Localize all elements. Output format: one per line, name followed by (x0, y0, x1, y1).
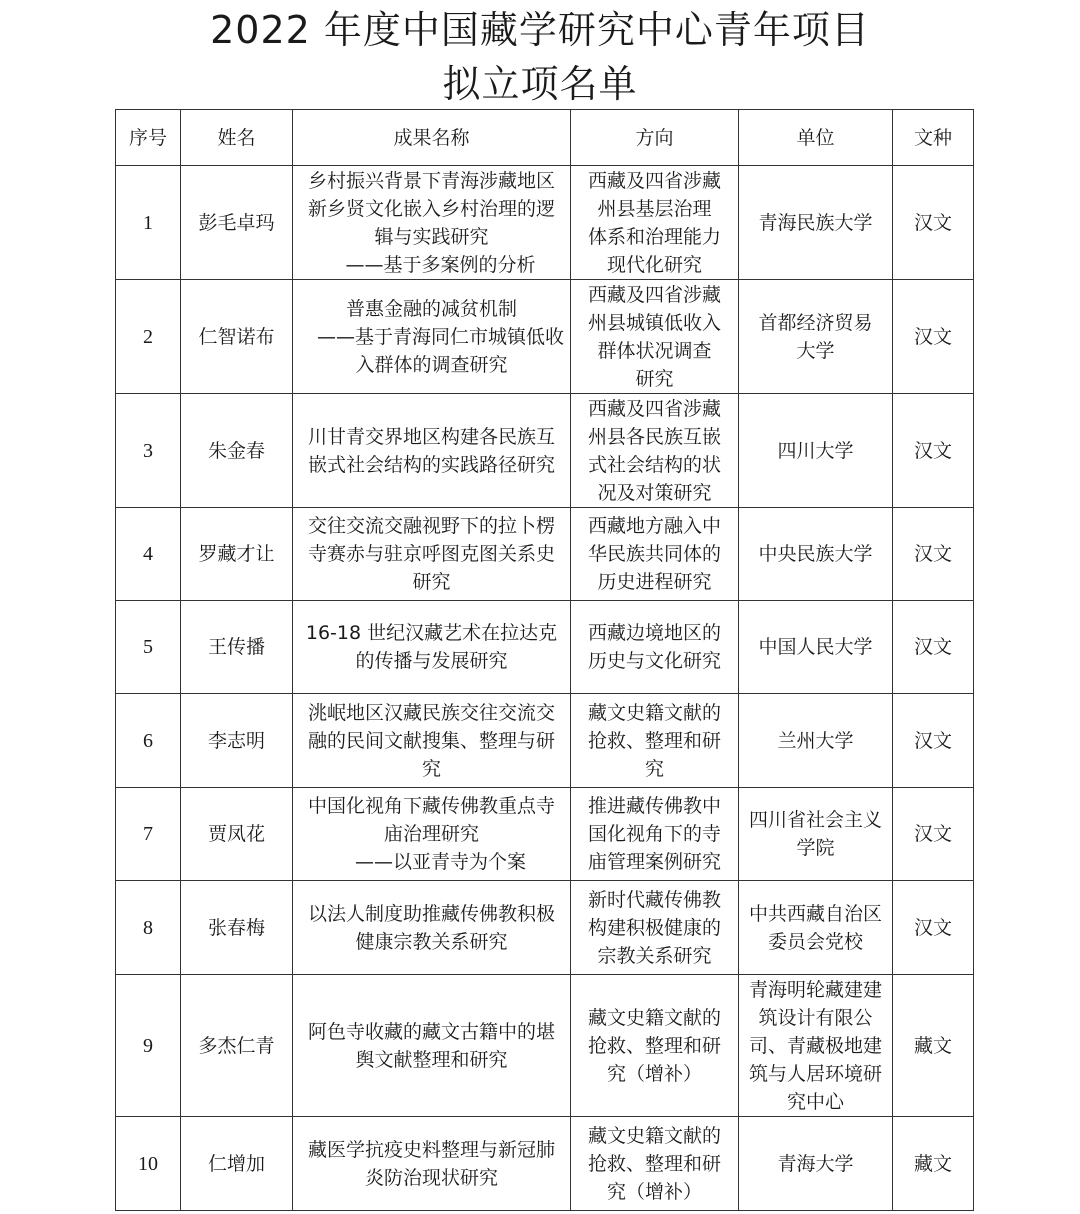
cell-no: 8 (116, 881, 181, 975)
cell-lang: 汉文 (893, 394, 974, 508)
direction-line: 推进藏传佛教中 (588, 795, 722, 817)
work-line: 普惠金融的减贫机制 (346, 297, 518, 320)
direction-line: 州县各民族互嵌 (588, 425, 722, 448)
work-line: 交往交流交融视野下的拉卜楞 (308, 515, 556, 537)
cell-direction (571, 788, 739, 881)
direction-line: 庙管理案例研究 (588, 851, 722, 873)
direction-line: 藏文史籍文献的 (588, 701, 722, 724)
direction-line: 现代化研究 (607, 253, 703, 276)
cell-work (293, 881, 571, 975)
cell-unit (739, 508, 893, 601)
cell-unit (739, 280, 893, 394)
cell-name: 李志明 (181, 694, 293, 788)
direction-line: 藏文史籍文献的 (588, 1006, 722, 1029)
header-lang: 文种 (893, 110, 974, 166)
work-line: 融的民间文献搜集、整理与研 (308, 729, 556, 752)
cell-work (293, 601, 571, 694)
work-line: 的传播与发展研究 (355, 650, 508, 672)
unit-line: 大学 (796, 339, 835, 362)
cell-no: 10 (116, 1117, 181, 1211)
cell-no: 1 (116, 166, 181, 280)
direction-line: 国化视角下的寺 (588, 823, 722, 845)
cell-unit (739, 975, 893, 1117)
header-unit: 单位 (739, 110, 893, 166)
cell-lang: 藏文 (893, 1117, 974, 1211)
work-line: 入群体的调查研究 (355, 353, 508, 376)
work-line: 川甘青交界地区构建各民族互 (308, 425, 556, 448)
work-line: 洮岷地区汉藏民族交往交流交 (308, 701, 556, 724)
work-line: 中国化视角下藏传佛教重点寺 (308, 795, 556, 817)
direction-line: 式社会结构的状 (588, 453, 722, 476)
work-line: ——以亚青寺为个案 (355, 851, 527, 873)
work-line: 庙治理研究 (384, 823, 480, 845)
cell-name: 仁智诺布 (181, 280, 293, 394)
direction-line: 西藏地方融入中 (588, 515, 722, 537)
direction-line: 抢救、整理和研 (588, 1152, 722, 1175)
unit-line: 中央民族大学 (758, 543, 873, 565)
direction-line: 藏文史籍文献的 (588, 1124, 722, 1147)
work-line: 究 (422, 757, 442, 780)
document-title: 2022 年度中国藏学研究中心青年项目 (210, 8, 870, 52)
cell-unit (739, 166, 893, 280)
direction-line: 究（增补） (607, 1180, 703, 1203)
work-line: 以法人制度助推藏传佛教积极 (308, 902, 556, 925)
project-table (115, 109, 974, 1211)
direction-line: 研究 (635, 367, 674, 390)
work-line: 阿色寺收藏的藏文古籍中的堪 (308, 1020, 556, 1043)
direction-line: 究（增补） (607, 1062, 703, 1085)
work-line: ——基于青海同仁市城镇低收 (317, 325, 565, 348)
direction-line: 历史与文化研究 (588, 650, 722, 672)
direction-line: 新时代藏传佛教 (588, 888, 722, 911)
cell-direction (571, 881, 739, 975)
direction-line: 西藏边境地区的 (588, 622, 722, 644)
direction-line: 体系和治理能力 (588, 225, 722, 248)
work-line: 寺赛赤与驻京呼图克图关系史 (308, 543, 556, 565)
table-row (116, 166, 974, 280)
unit-line: 青海大学 (777, 1152, 854, 1175)
table-row (116, 881, 974, 975)
cell-work (293, 394, 571, 508)
cell-unit (739, 601, 893, 694)
unit-line: 委员会党校 (768, 930, 864, 953)
work-line: 辑与实践研究 (374, 225, 489, 248)
unit-line: 中国人民大学 (758, 636, 873, 658)
table-header-row (116, 110, 974, 166)
cell-lang: 藏文 (893, 975, 974, 1117)
work-line: 乡村振兴背景下青海涉藏地区 (308, 169, 556, 192)
direction-line: 西藏及四省涉藏 (588, 397, 722, 420)
work-line: 舆文献整理和研究 (355, 1048, 508, 1071)
cell-direction (571, 694, 739, 788)
direction-line: 宗教关系研究 (597, 944, 712, 967)
unit-line: 学院 (796, 837, 835, 859)
table-row (116, 394, 974, 508)
direction-line: 抢救、整理和研 (588, 729, 722, 752)
table-row (116, 280, 974, 394)
cell-name: 彭毛卓玛 (181, 166, 293, 280)
unit-line: 四川省社会主义 (749, 809, 883, 831)
work-line: 16-18 世纪汉藏艺术在拉达克 (305, 622, 558, 644)
cell-no: 7 (116, 788, 181, 881)
cell-direction (571, 975, 739, 1117)
cell-work (293, 280, 571, 394)
direction-line: 况及对策研究 (597, 481, 712, 504)
cell-work (293, 166, 571, 280)
cell-no: 3 (116, 394, 181, 508)
unit-line: 筑与人居环境研 (749, 1062, 883, 1085)
direction-line: 州县基层治理 (597, 197, 712, 220)
header-name: 姓名 (181, 110, 293, 166)
cell-no: 4 (116, 508, 181, 601)
table-row (116, 601, 974, 694)
cell-name: 罗藏才让 (181, 508, 293, 601)
cell-no: 5 (116, 601, 181, 694)
cell-direction (571, 1117, 739, 1211)
direction-line: 华民族共同体的 (588, 543, 722, 565)
cell-direction (571, 601, 739, 694)
cell-lang: 汉文 (893, 601, 974, 694)
cell-direction (571, 508, 739, 601)
cell-lang: 汉文 (893, 508, 974, 601)
cell-lang: 汉文 (893, 788, 974, 881)
unit-line: 青海民族大学 (758, 211, 873, 234)
cell-unit (739, 694, 893, 788)
cell-direction (571, 280, 739, 394)
unit-line: 筑设计有限公 (758, 1006, 873, 1029)
table-row (116, 975, 974, 1117)
direction-line: 群体状况调查 (597, 339, 712, 362)
direction-line: 西藏及四省涉藏 (588, 169, 722, 192)
unit-line: 兰州大学 (777, 729, 854, 752)
unit-line: 司、青藏极地建 (749, 1034, 883, 1057)
cell-lang: 汉文 (893, 166, 974, 280)
cell-name: 多杰仁青 (181, 975, 293, 1117)
cell-work (293, 1117, 571, 1211)
cell-name: 朱金春 (181, 394, 293, 508)
work-line: 炎防治现状研究 (365, 1166, 499, 1189)
cell-no: 9 (116, 975, 181, 1117)
work-line: 研究 (412, 571, 451, 593)
unit-line: 青海明轮藏建建 (749, 978, 883, 1001)
unit-line: 首都经济贸易 (758, 311, 873, 334)
direction-line: 构建积极健康的 (588, 916, 722, 939)
cell-name: 贾凤花 (181, 788, 293, 881)
direction-line: 抢救、整理和研 (588, 1034, 722, 1057)
cell-no: 6 (116, 694, 181, 788)
cell-lang: 汉文 (893, 280, 974, 394)
unit-line: 四川大学 (777, 439, 854, 462)
cell-direction (571, 394, 739, 508)
cell-unit (739, 788, 893, 881)
table-row (116, 694, 974, 788)
table-row (116, 508, 974, 601)
cell-no: 2 (116, 280, 181, 394)
cell-work (293, 508, 571, 601)
header-no: 序号 (116, 110, 181, 166)
work-line: 藏医学抗疫史料整理与新冠肺 (308, 1138, 556, 1161)
work-line: 新乡贤文化嵌入乡村治理的逻 (308, 197, 556, 220)
cell-lang: 汉文 (893, 694, 974, 788)
cell-work (293, 975, 571, 1117)
cell-direction (571, 166, 739, 280)
work-line: ——基于多案例的分析 (345, 253, 536, 276)
cell-name: 张春梅 (181, 881, 293, 975)
cell-work (293, 788, 571, 881)
work-line: 嵌式社会结构的实践路径研究 (308, 453, 556, 476)
cell-work (293, 694, 571, 788)
document-subtitle: 拟立项名单 (442, 62, 638, 106)
table-row (116, 788, 974, 881)
cell-unit (739, 881, 893, 975)
header-direction: 方向 (571, 110, 739, 166)
direction-line: 州县城镇低收入 (588, 311, 722, 334)
cell-name: 仁增加 (181, 1117, 293, 1211)
cell-lang: 汉文 (893, 881, 974, 975)
work-line: 健康宗教关系研究 (355, 930, 508, 953)
unit-line: 中共西藏自治区 (749, 902, 883, 925)
cell-unit (739, 1117, 893, 1211)
unit-line: 究中心 (787, 1090, 845, 1113)
direction-line: 究 (645, 757, 665, 780)
direction-line: 西藏及四省涉藏 (588, 283, 722, 306)
table-row (116, 1117, 974, 1211)
cell-unit (739, 394, 893, 508)
direction-line: 历史进程研究 (597, 571, 712, 593)
cell-name: 王传播 (181, 601, 293, 694)
header-work: 成果名称 (293, 110, 571, 166)
